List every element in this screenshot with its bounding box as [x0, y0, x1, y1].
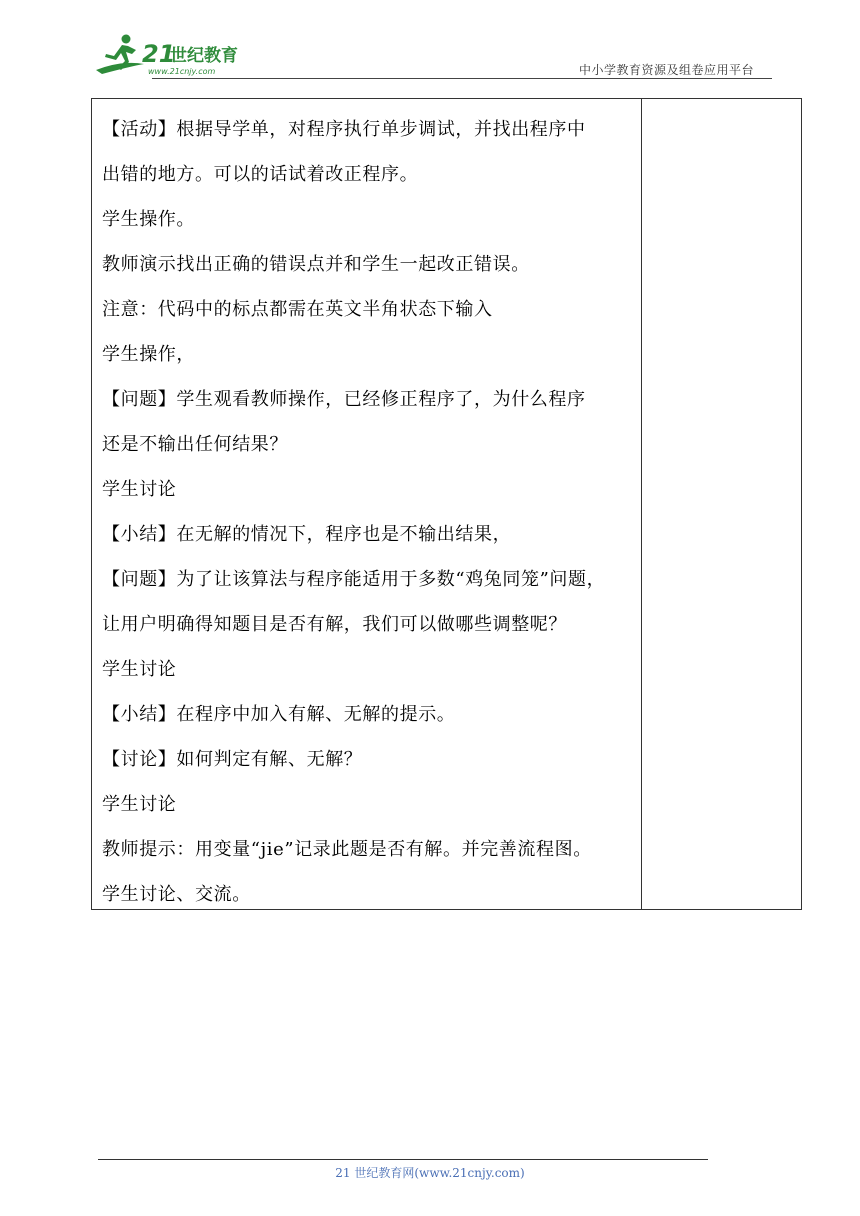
text-line: 还是不输出任何结果？ [102, 434, 288, 455]
text-line: 学生操作， [102, 344, 195, 365]
text-line: 【问题】学生观看教师操作，已经修正程序了，为什么程序 [102, 389, 586, 410]
footer-rule [98, 1159, 708, 1160]
svg-text:21: 21 [142, 40, 176, 68]
text-line: 【小结】在程序中加入有解、无解的提示。 [102, 704, 456, 725]
logo [92, 30, 262, 78]
text-line: 出错的地方。可以的话试着改正程序。 [102, 164, 419, 185]
text-line: 让用户明确得知题目是否有解，我们可以做哪些调整呢？ [102, 614, 567, 635]
site-name: 中小学教育资源及组卷应用平台 [578, 63, 754, 77]
text-line: 学生讨论 [102, 479, 177, 500]
text-line: 教师演示找出正确的错误点并和学生一起改正错误。 [102, 254, 530, 275]
logo-url: www.21cnjy.com [148, 67, 216, 76]
activity-cell [102, 107, 637, 917]
text-line: 注意：代码中的标点都需在英文半角状态下输入 [102, 299, 493, 320]
runner-logo-icon [92, 30, 262, 78]
text-line: 【小结】在无解的情况下，程序也是不输出结果， [102, 524, 512, 545]
text-line: 学生操作。 [102, 209, 195, 230]
column-divider [641, 99, 642, 909]
text-line: 学生讨论、交流。 [102, 884, 251, 905]
text-line: 教师提示：用变量“jie”记录此题是否有解。并完善流程图。 [102, 839, 592, 860]
text-line: 学生讨论 [102, 659, 177, 680]
footer-link[interactable]: 21 世纪教育网(www.21cnjy.com) [335, 1166, 525, 1180]
text-line: 【问题】为了让该算法与程序能适用于多数“鸡兔同笼”问题， [102, 569, 606, 590]
text-line: 学生讨论 [102, 794, 177, 815]
text-line: 【活动】根据导学单，对程序执行单步调试，并找出程序中 [102, 119, 586, 140]
page-header [92, 30, 772, 80]
text-line: 【讨论】如何判定有解、无解？ [102, 749, 363, 770]
header-rule [152, 78, 772, 79]
lesson-table [91, 98, 802, 910]
logo-wordmark: 世纪教育 [170, 46, 238, 66]
